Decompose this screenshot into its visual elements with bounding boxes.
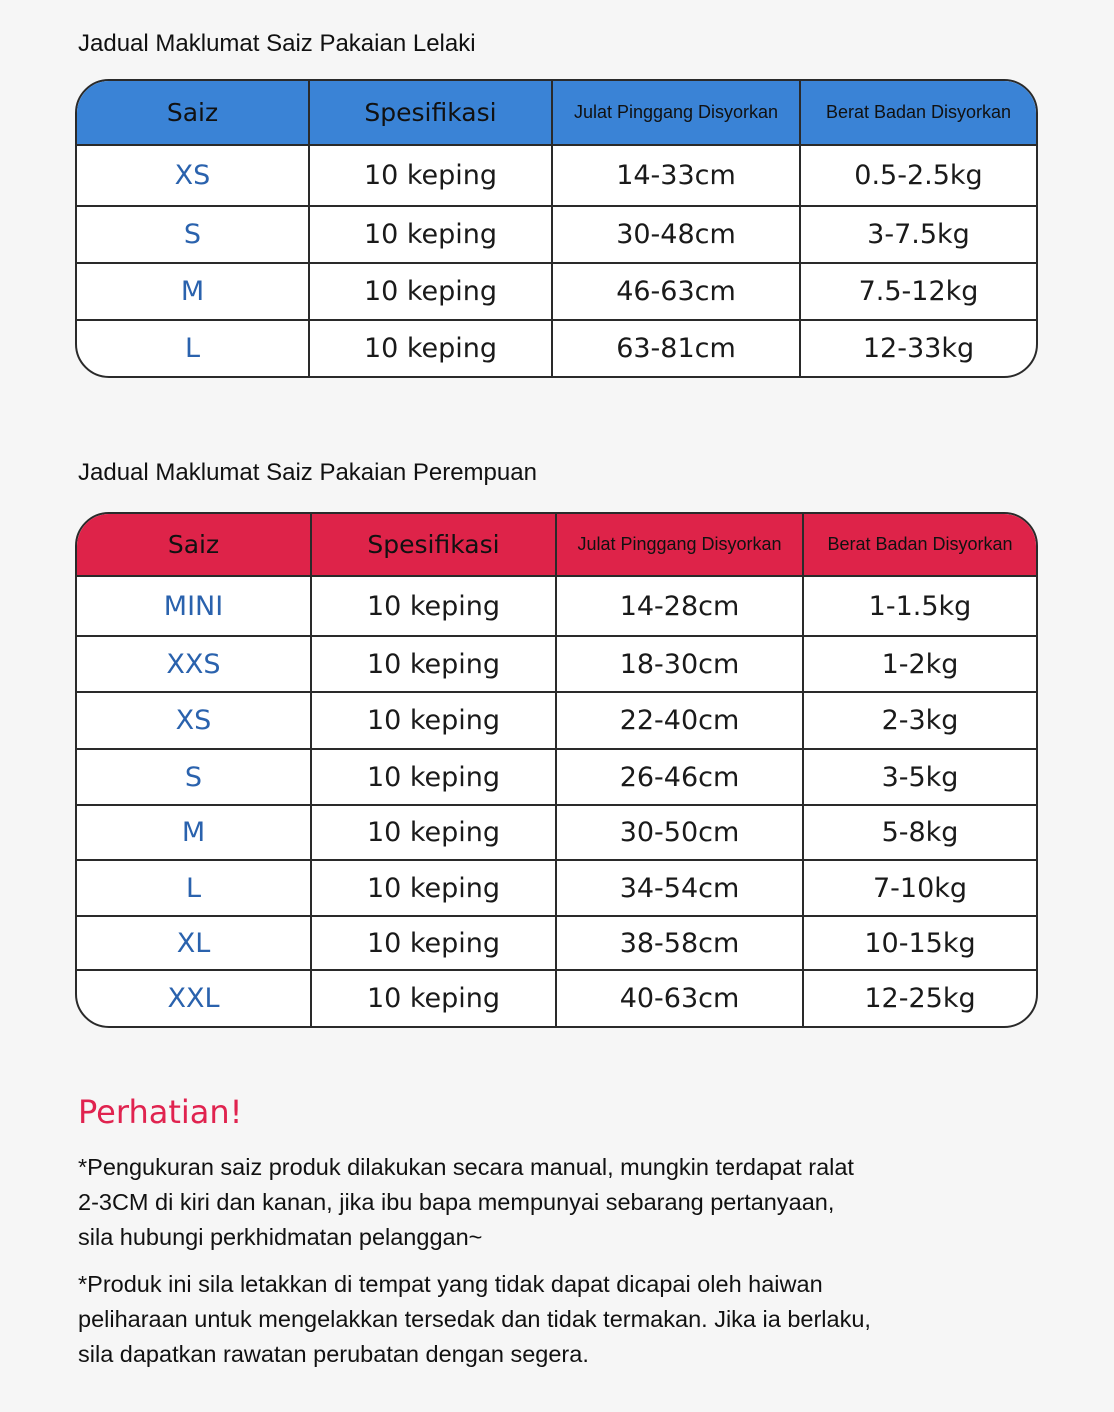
waist-cell: 63-81cm (552, 320, 800, 376)
notice-title: Perhatian! (78, 1093, 243, 1131)
spec-cell: 10 keping (311, 805, 556, 860)
header-size: Saiz (77, 81, 309, 145)
waist-cell: 40-63cm (556, 970, 803, 1026)
size-cell: M (77, 805, 311, 860)
table-row (77, 860, 1036, 916)
weight-cell: 12-25kg (803, 970, 1036, 1026)
weight-cell: 5-8kg (803, 805, 1036, 860)
male-header-row (77, 81, 1036, 145)
header-spec: Spesifikasi (309, 81, 552, 145)
waist-cell: 30-48cm (552, 206, 800, 263)
spec-cell: 10 keping (311, 576, 556, 636)
size-cell: XXS (77, 636, 311, 692)
table-row (77, 916, 1036, 970)
spec-cell: 10 keping (309, 263, 552, 320)
table-row (77, 145, 1036, 206)
note-line: sila dapatkan rawatan perubatan dengan segera. (78, 1341, 589, 1367)
header-weight: Berat Badan Disyorkan (800, 81, 1036, 145)
size-cell: XL (77, 916, 311, 970)
waist-cell: 18-30cm (556, 636, 803, 692)
size-cell: S (77, 749, 311, 805)
weight-cell: 3-5kg (803, 749, 1036, 805)
spec-cell: 10 keping (309, 206, 552, 263)
size-cell: XS (77, 692, 311, 749)
weight-cell: 7-10kg (803, 860, 1036, 916)
note-line: peliharaan untuk mengelakkan tersedak dan tidak termakan. Jika ia berlaku, (78, 1306, 871, 1332)
weight-cell: 1-1.5kg (868, 590, 972, 622)
table-row (77, 970, 1036, 1026)
spec-cell: 10 keping (309, 320, 552, 376)
header-weight: Berat Badan Disyorkan (803, 514, 1036, 576)
weight-cell: 7.5-12kg (800, 263, 1036, 320)
size-cell: MINI (77, 576, 311, 636)
waist-cell: 14-28cm (556, 576, 803, 636)
table-row (77, 206, 1036, 263)
table-row (77, 263, 1036, 320)
male-size-table (75, 79, 1038, 378)
spec-cell: 10 keping (311, 970, 556, 1026)
header-size: Saiz (77, 514, 311, 576)
table-row (77, 749, 1036, 805)
table-row (77, 805, 1036, 860)
size-cell: XXL (77, 970, 311, 1026)
female-header-row (77, 514, 1036, 576)
spec-cell: 10 keping (311, 692, 556, 749)
spec-cell: 10 keping (309, 145, 552, 206)
spec-cell: 10 keping (311, 916, 556, 970)
note-line: 2-3CM di kiri dan kanan, jika ibu bapa mempunyai sebarang pertanyaan, (78, 1189, 835, 1215)
waist-cell: 30-50cm (556, 805, 803, 860)
waist-cell: 46-63cm (552, 263, 800, 320)
size-cell: M (77, 263, 309, 320)
waist-cell: 22-40cm (556, 692, 803, 749)
table-row (77, 692, 1036, 749)
notice-note-1 (78, 1150, 1038, 1255)
size-cell: XS (77, 145, 309, 206)
weight-cell: 1-2kg (803, 636, 1036, 692)
spec-cell: 10 keping (311, 636, 556, 692)
female-size-table (75, 512, 1038, 1028)
waist-cell: 38-58cm (556, 916, 803, 970)
size-cell: S (77, 206, 309, 263)
table-row (77, 636, 1036, 692)
note-line: *Pengukuran saiz produk dilakukan secara manual, mungkin terdapat ralat (78, 1154, 854, 1180)
header-waist: Julat Pinggang Disyorkan (556, 514, 803, 576)
weight-cell: 2-3kg (803, 692, 1036, 749)
male-table-title: Jadual Maklumat Saiz Pakaian Lelaki (78, 30, 476, 57)
note-line: *Produk ini sila letakkan di tempat yang tidak dapat dicapai oleh haiwan (78, 1271, 823, 1297)
weight-cell: 12-33kg (800, 320, 1036, 376)
weight-cell: 10-15kg (803, 916, 1036, 970)
weight-cell: 3-7.5kg (800, 206, 1036, 263)
waist-cell: 14-33cm (552, 145, 800, 206)
note-line: sila hubungi perkhidmatan pelanggan~ (78, 1224, 483, 1250)
weight-cell: 0.5-2.5kg (854, 160, 983, 191)
female-table-title: Jadual Maklumat Saiz Pakaian Perempuan (78, 459, 537, 486)
spec-cell: 10 keping (311, 860, 556, 916)
waist-cell: 26-46cm (556, 749, 803, 805)
header-waist: Julat Pinggang Disyorkan (552, 81, 800, 145)
spec-cell: 10 keping (311, 749, 556, 805)
size-cell: L (77, 320, 309, 376)
table-row (77, 320, 1036, 376)
size-cell: L (77, 860, 311, 916)
notice-note-2 (78, 1267, 1038, 1372)
table-row (77, 576, 1036, 636)
waist-cell: 34-54cm (556, 860, 803, 916)
header-spec: Spesifikasi (311, 514, 556, 576)
